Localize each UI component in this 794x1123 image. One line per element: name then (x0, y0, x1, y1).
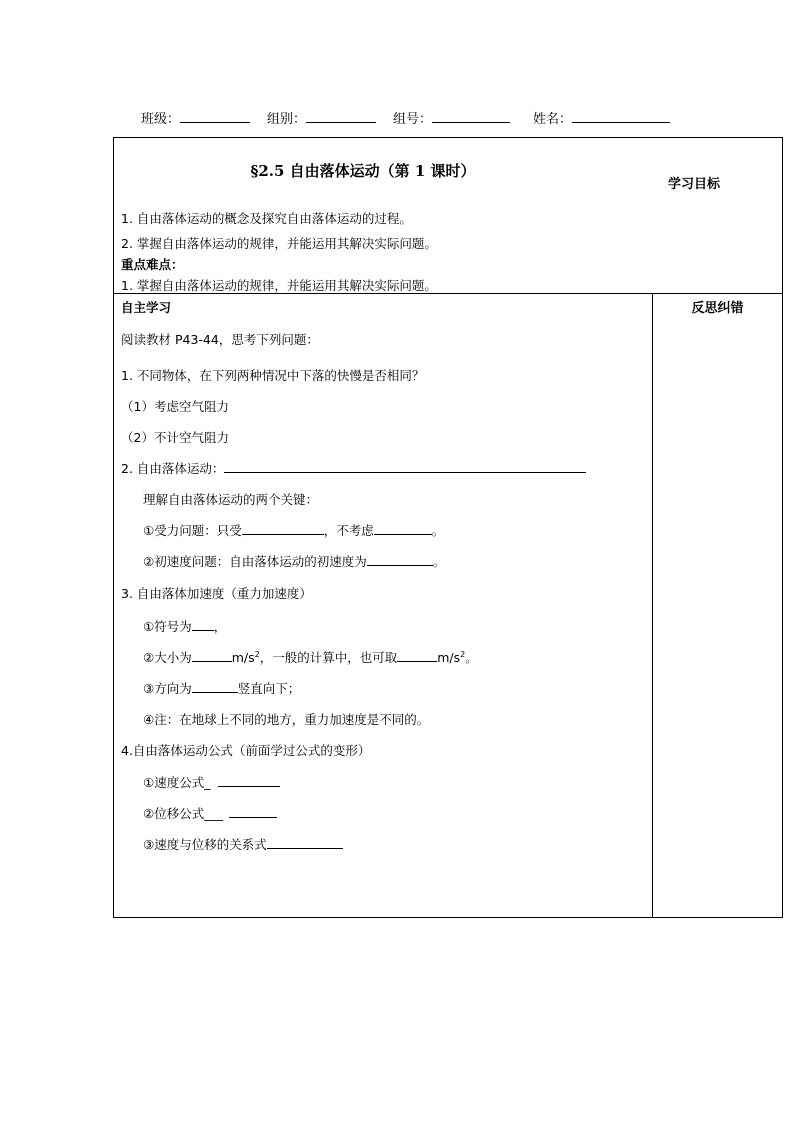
group-label: 组别： (267, 112, 307, 127)
reading-instruction: 阅读教材 P43-44，思考下列问题： (121, 332, 319, 347)
question-4: 4.自由落体运动公式（前面学过公式的变形） (121, 743, 371, 758)
unit-1-exponent: 2 (254, 649, 260, 659)
goals-label: 学习目标 (668, 177, 721, 192)
group-field[interactable] (267, 108, 376, 127)
table-column-divider (652, 293, 653, 918)
key-points-label: 重点难点： (121, 257, 184, 272)
q3c-prefix: ③方向为 (143, 681, 192, 696)
direction-blank[interactable] (192, 680, 238, 693)
question-3c (143, 679, 300, 697)
question-1: 1. 不同物体，在下列两种情况中下落的快慢是否相同？ (121, 368, 425, 383)
question-3d: ④注：在地球上不同的地方，重力加速度是不同的。 (143, 712, 430, 727)
definition-blank[interactable] (224, 460, 586, 473)
class-blank[interactable] (180, 110, 250, 123)
displacement-formula-label: ②位移公式___ (143, 806, 223, 821)
q3c-end: 竖直向下； (237, 681, 301, 696)
force-blank[interactable] (242, 522, 324, 535)
initial-velocity-blank[interactable] (367, 553, 433, 566)
magnitude-blank[interactable] (192, 649, 232, 662)
question-1b: （2）不计空气阻力 (121, 430, 229, 445)
number-blank[interactable] (432, 110, 510, 123)
self-study-label: 自主学习 (121, 300, 172, 315)
velocity-formula-label: ①速度公式_ (143, 775, 211, 790)
question-4a (143, 773, 280, 791)
q2b-prefix: ②初速度问题：自由落体运动的初速度为 (143, 554, 367, 569)
velocity-formula-blank[interactable] (218, 774, 280, 787)
group-blank[interactable] (306, 110, 376, 123)
velocity-displacement-blank[interactable] (267, 836, 343, 849)
approx-magnitude-blank[interactable] (397, 649, 437, 662)
number-field[interactable] (393, 108, 510, 127)
question-2 (121, 459, 586, 477)
reflect-label: 反思纠错 (691, 301, 744, 316)
goal-item: 2. 掌握自由落体运动的规律，并能运用其解决实际问题。 (121, 236, 437, 251)
q3b-end: 。 (465, 650, 478, 665)
unit-2-exponent: 2 (460, 649, 466, 659)
key-point-item: 1. 掌握自由落体运动的规律，并能运用其解决实际问题。 (121, 278, 437, 293)
q3a-end: ， (213, 619, 227, 634)
q3b-middle: ，一般的计算中，也可取 (259, 650, 398, 665)
name-label: 姓名： (533, 112, 573, 127)
q3b-prefix: ②大小为 (143, 650, 192, 665)
unit-1: m/s (231, 650, 255, 665)
velocity-displacement-label: ③速度与位移的关系式 (143, 837, 267, 852)
page-title: §2.5 自由落体运动（第 1 课时） (250, 162, 476, 180)
q2a-end: 。 (431, 523, 445, 538)
displacement-formula-blank[interactable] (229, 805, 277, 818)
q2a-prefix: ①受力问题：只受 (143, 523, 242, 538)
question-3b (143, 648, 478, 666)
question-2-sub: 理解自由落体运动的两个关键： (143, 492, 319, 507)
ignore-blank[interactable] (374, 522, 432, 535)
question-1a: （1）考虑空气阻力 (121, 399, 229, 414)
q2b-end: 。 (432, 554, 446, 569)
class-field[interactable] (141, 108, 250, 127)
question-3: 3. 自由落体加速度（重力加速度） (121, 586, 312, 601)
goal-item: 1. 自由落体运动的概念及探究自由落体运动的过程。 (121, 211, 412, 226)
question-4c (143, 835, 343, 853)
symbol-blank[interactable] (192, 618, 214, 631)
question-4b (143, 804, 277, 822)
class-label: 班级： (141, 112, 181, 127)
q2a-middle: ，不考虑 (323, 523, 374, 538)
question-2-text: 2. 自由落体运动： (121, 461, 225, 476)
question-3a (143, 617, 226, 635)
question-2a (143, 521, 444, 539)
question-2b (143, 552, 445, 570)
q3a-prefix: ①符号为 (143, 619, 192, 634)
name-blank[interactable] (572, 110, 670, 123)
name-field[interactable] (533, 108, 670, 127)
student-info-row (0, 108, 794, 128)
number-label: 组号： (393, 112, 433, 127)
unit-2: m/s (437, 650, 461, 665)
